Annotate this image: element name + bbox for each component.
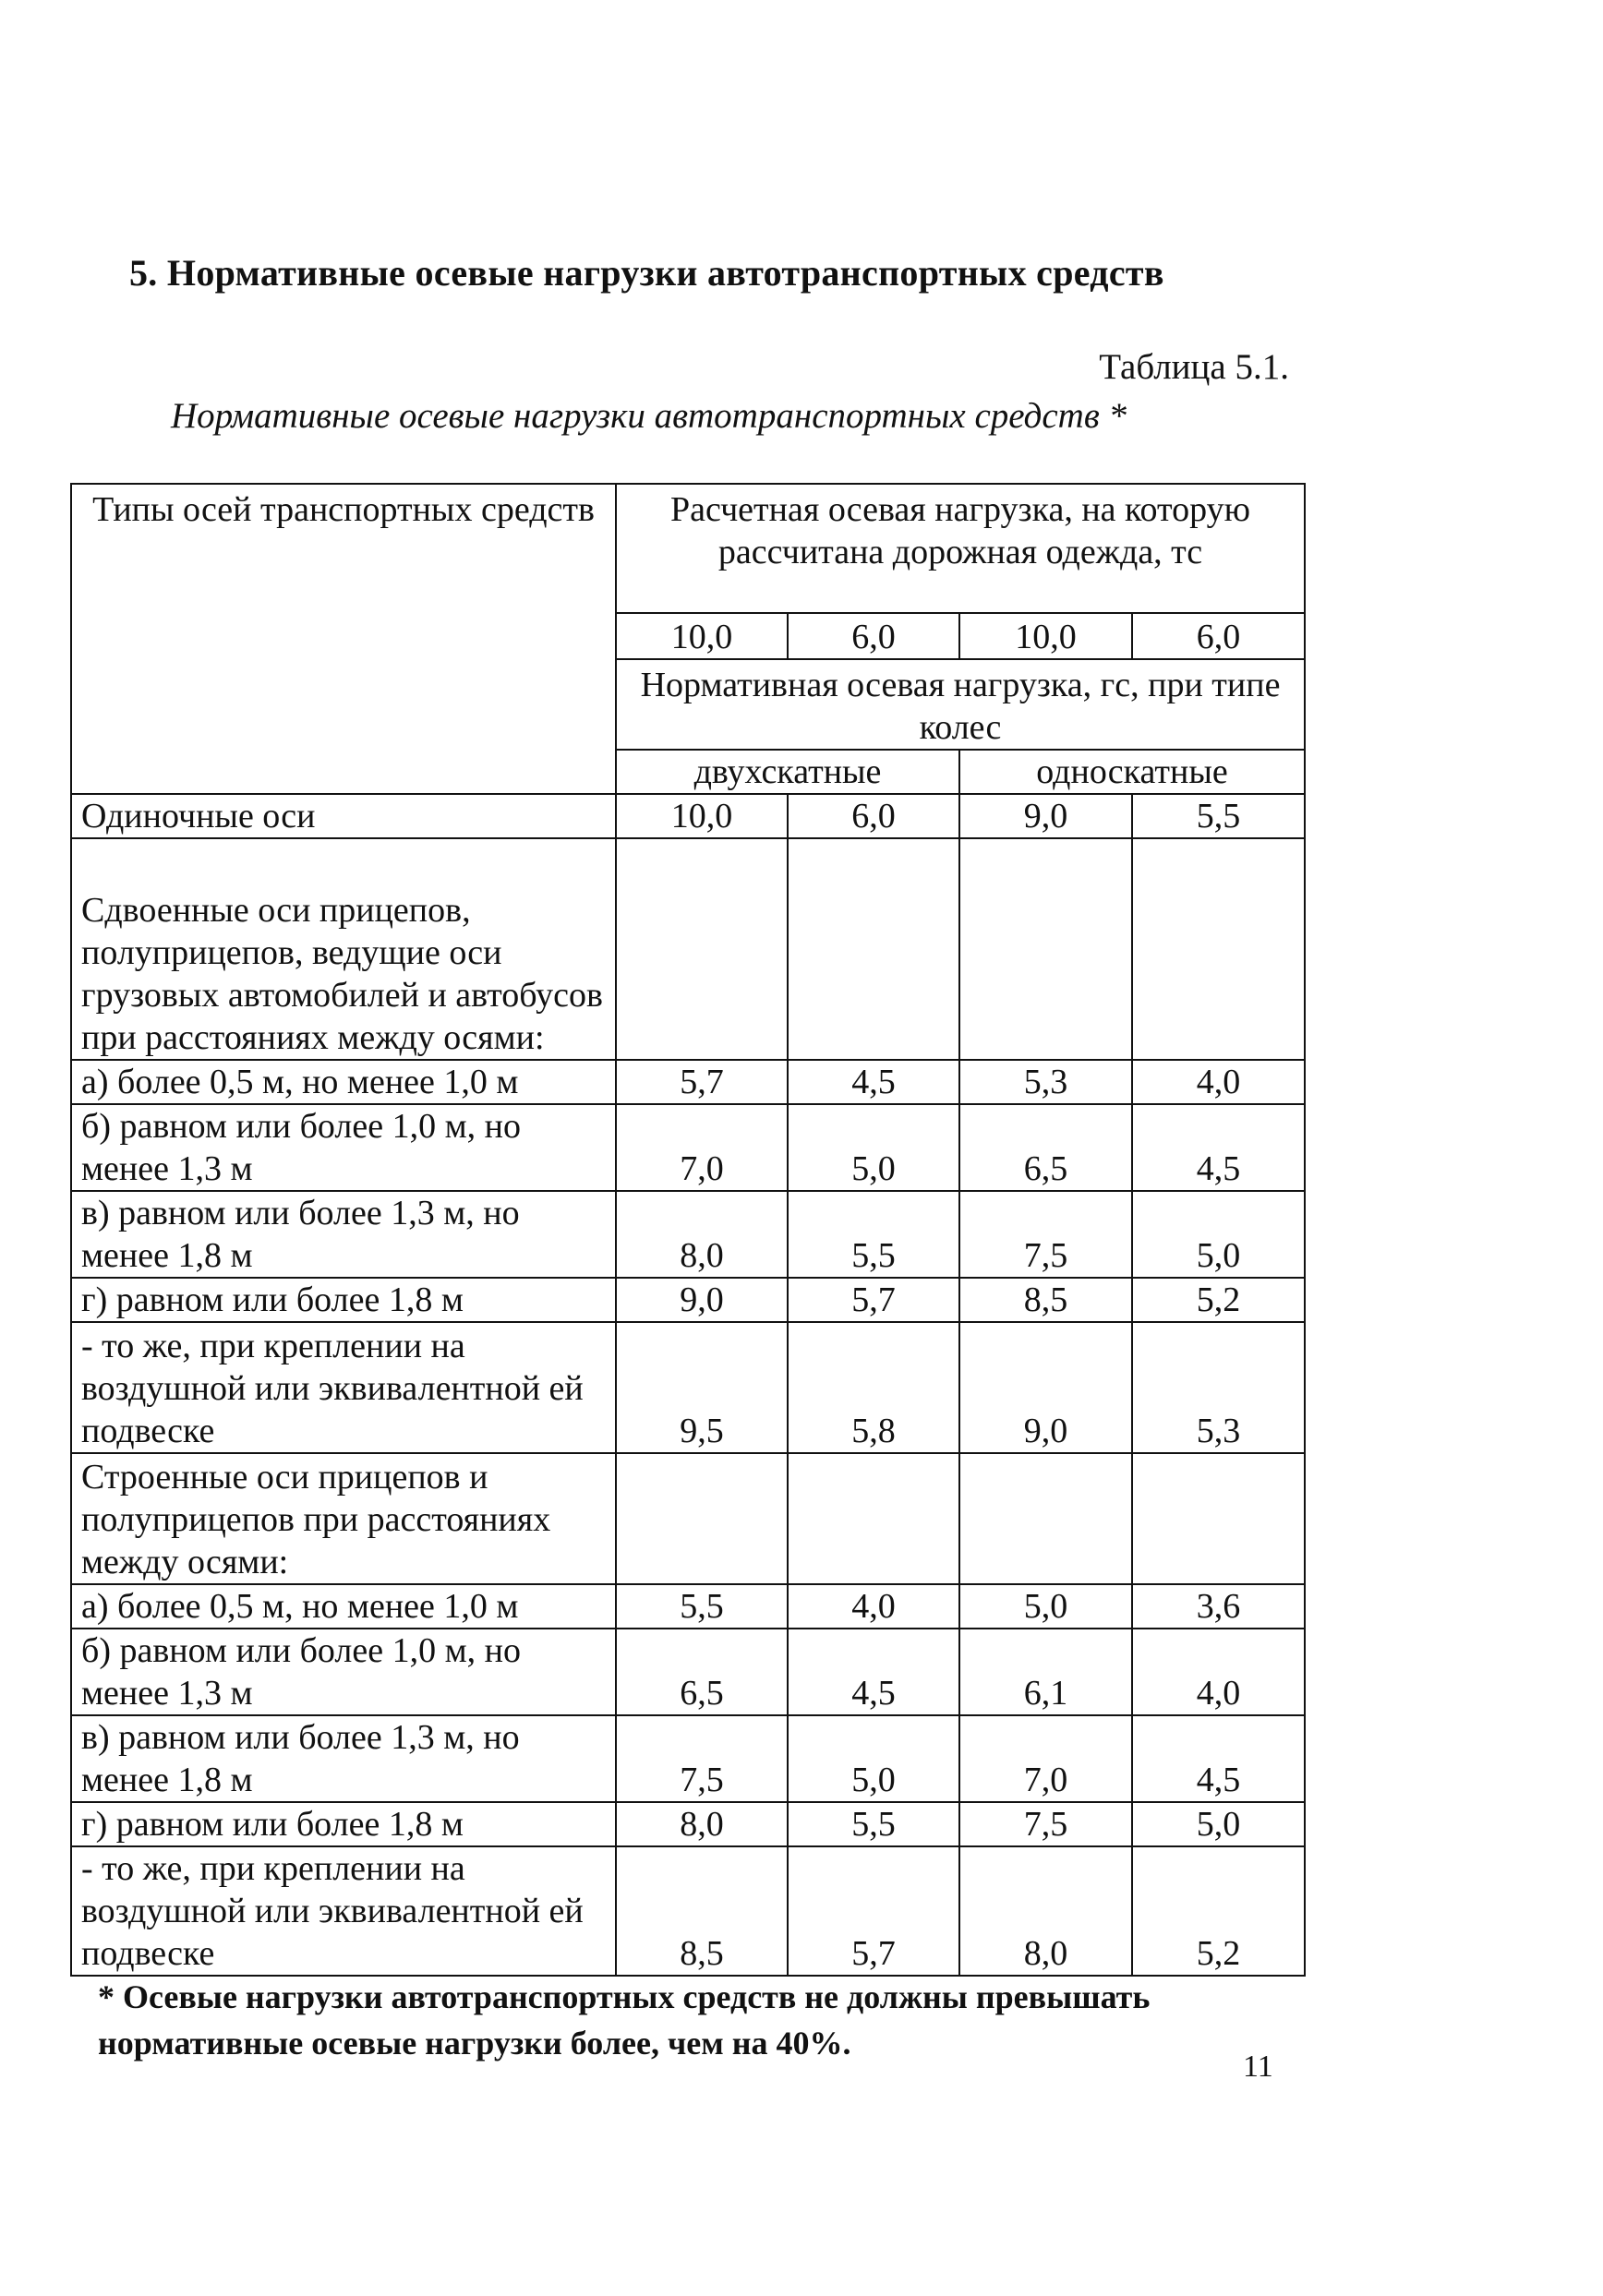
col-header-design-load: Расчетная осевая нагрузка, на которую рассчитана дорожная одежда, тс <box>616 484 1305 613</box>
load-value-cell: 4,0 <box>1132 1060 1305 1104</box>
load-value-cell: 6,1 <box>959 1629 1132 1715</box>
load-value-cell: 10,0 <box>616 794 788 838</box>
wheel-type-dual: двухскатные <box>616 750 959 794</box>
load-value-cell: 9,0 <box>616 1278 788 1322</box>
load-value-cell: 7,5 <box>616 1715 788 1802</box>
design-load-cell: 10,0 <box>616 613 788 659</box>
load-value-cell: 8,0 <box>959 1846 1132 1976</box>
table-row <box>71 1104 1305 1191</box>
load-value-cell: 4,5 <box>1132 1104 1305 1191</box>
page-number: 11 <box>1243 2050 1273 2084</box>
header-row-design <box>71 484 1305 613</box>
load-value-cell: 9,0 <box>959 1322 1132 1453</box>
table-row <box>71 1278 1305 1322</box>
load-value-cell: 4,0 <box>788 1584 959 1629</box>
table-row <box>71 1846 1305 1976</box>
row-label: Сдвоенные оси прицепов, полуприцепов, ведущие оси грузовых автомобилей и автобусов при расстояниях между осями: <box>71 838 616 1060</box>
section-title: 5. Нормативные осевые нагрузки автотранспортных средств <box>129 252 1164 294</box>
table-number: Таблица 5.1. <box>1099 347 1289 387</box>
load-value-cell: 5,5 <box>1132 794 1305 838</box>
load-value-cell: 6,5 <box>959 1104 1132 1191</box>
load-value-cell <box>1132 838 1305 1060</box>
row-label: г) равном или более 1,8 м <box>71 1802 616 1846</box>
table-row <box>71 1715 1305 1802</box>
load-value-cell: 7,5 <box>959 1802 1132 1846</box>
row-label: - то же, при креплении на воздушной или эквивалентной ей подвеске <box>71 1846 616 1976</box>
load-value-cell: 5,3 <box>1132 1322 1305 1453</box>
load-value-cell: 9,0 <box>959 794 1132 838</box>
row-label: в) равном или более 1,3 м, но менее 1,8 м <box>71 1715 616 1802</box>
table-body <box>71 484 1305 1976</box>
table-row <box>71 1322 1305 1453</box>
load-value-cell: 9,5 <box>616 1322 788 1453</box>
load-value-cell: 8,5 <box>959 1278 1132 1322</box>
row-label: а) более 0,5 м, но менее 1,0 м <box>71 1060 616 1104</box>
row-label: - то же, при креплении на воздушной или эквивалентной ей подвеске <box>71 1322 616 1453</box>
load-value-cell: 8,0 <box>616 1191 788 1278</box>
load-value-cell: 7,0 <box>959 1715 1132 1802</box>
load-value-cell: 8,5 <box>616 1846 788 1976</box>
load-value-cell <box>616 838 788 1060</box>
design-load-cell: 6,0 <box>788 613 959 659</box>
load-value-cell <box>616 1453 788 1584</box>
load-value-cell: 5,8 <box>788 1322 959 1453</box>
load-value-cell: 5,5 <box>788 1802 959 1846</box>
load-value-cell <box>959 838 1132 1060</box>
load-value-cell: 5,0 <box>959 1584 1132 1629</box>
wheel-type-single: односкатные <box>959 750 1305 794</box>
row-label: Одиночные оси <box>71 794 616 838</box>
load-value-cell: 6,0 <box>788 794 959 838</box>
footnote: * Осевые нагрузки автотранспортных средств не должны превышать нормативные осевые нагрузки более, чем на 40%. <box>98 1978 1151 2062</box>
load-value-cell: 5,5 <box>616 1584 788 1629</box>
table-row <box>71 1453 1305 1584</box>
table-row <box>71 1802 1305 1846</box>
design-load-cell: 6,0 <box>1132 613 1305 659</box>
table-row <box>71 838 1305 1060</box>
load-value-cell: 5,7 <box>616 1060 788 1104</box>
row-label: г) равном или более 1,8 м <box>71 1278 616 1322</box>
load-value-cell <box>788 1453 959 1584</box>
row-label: б) равном или более 1,0 м, но менее 1,3 м <box>71 1629 616 1715</box>
load-value-cell <box>788 838 959 1060</box>
load-value-cell: 7,5 <box>959 1191 1132 1278</box>
load-value-cell: 5,3 <box>959 1060 1132 1104</box>
load-value-cell: 6,5 <box>616 1629 788 1715</box>
load-value-cell <box>959 1453 1132 1584</box>
row-label: а) более 0,5 м, но менее 1,0 м <box>71 1584 616 1629</box>
row-label: в) равном или более 1,3 м, но менее 1,8 м <box>71 1191 616 1278</box>
col-header-normative-load: Нормативная осевая нагрузка, гс, при типе колес <box>616 659 1305 750</box>
load-value-cell: 5,0 <box>1132 1191 1305 1278</box>
load-value-cell: 4,5 <box>788 1060 959 1104</box>
row-label: Строенные оси прицепов и полуприцепов при расстояниях между осями: <box>71 1453 616 1584</box>
col-header-axle-types: Типы осей транспортных средств <box>71 484 616 794</box>
load-value-cell: 4,5 <box>1132 1715 1305 1802</box>
table-row <box>71 1060 1305 1104</box>
table-caption: Нормативные осевые нагрузки автотранспортных средств * <box>171 396 1127 436</box>
load-value-cell: 5,2 <box>1132 1846 1305 1976</box>
load-value-cell: 5,7 <box>788 1278 959 1322</box>
axle-load-table <box>70 483 1306 1977</box>
load-value-cell: 3,6 <box>1132 1584 1305 1629</box>
load-value-cell: 5,0 <box>1132 1802 1305 1846</box>
table-row <box>71 794 1305 838</box>
load-value-cell: 4,0 <box>1132 1629 1305 1715</box>
load-value-cell: 5,0 <box>788 1715 959 1802</box>
load-value-cell: 5,7 <box>788 1846 959 1976</box>
load-value-cell: 8,0 <box>616 1802 788 1846</box>
table-row <box>71 1629 1305 1715</box>
row-label: б) равном или более 1,0 м, но менее 1,3 м <box>71 1104 616 1191</box>
design-load-cell: 10,0 <box>959 613 1132 659</box>
load-value-cell: 5,5 <box>788 1191 959 1278</box>
load-value-cell <box>1132 1453 1305 1584</box>
load-value-cell: 7,0 <box>616 1104 788 1191</box>
load-value-cell: 4,5 <box>788 1629 959 1715</box>
load-value-cell: 5,2 <box>1132 1278 1305 1322</box>
load-value-cell: 5,0 <box>788 1104 959 1191</box>
table-row <box>71 1191 1305 1278</box>
table-row <box>71 1584 1305 1629</box>
